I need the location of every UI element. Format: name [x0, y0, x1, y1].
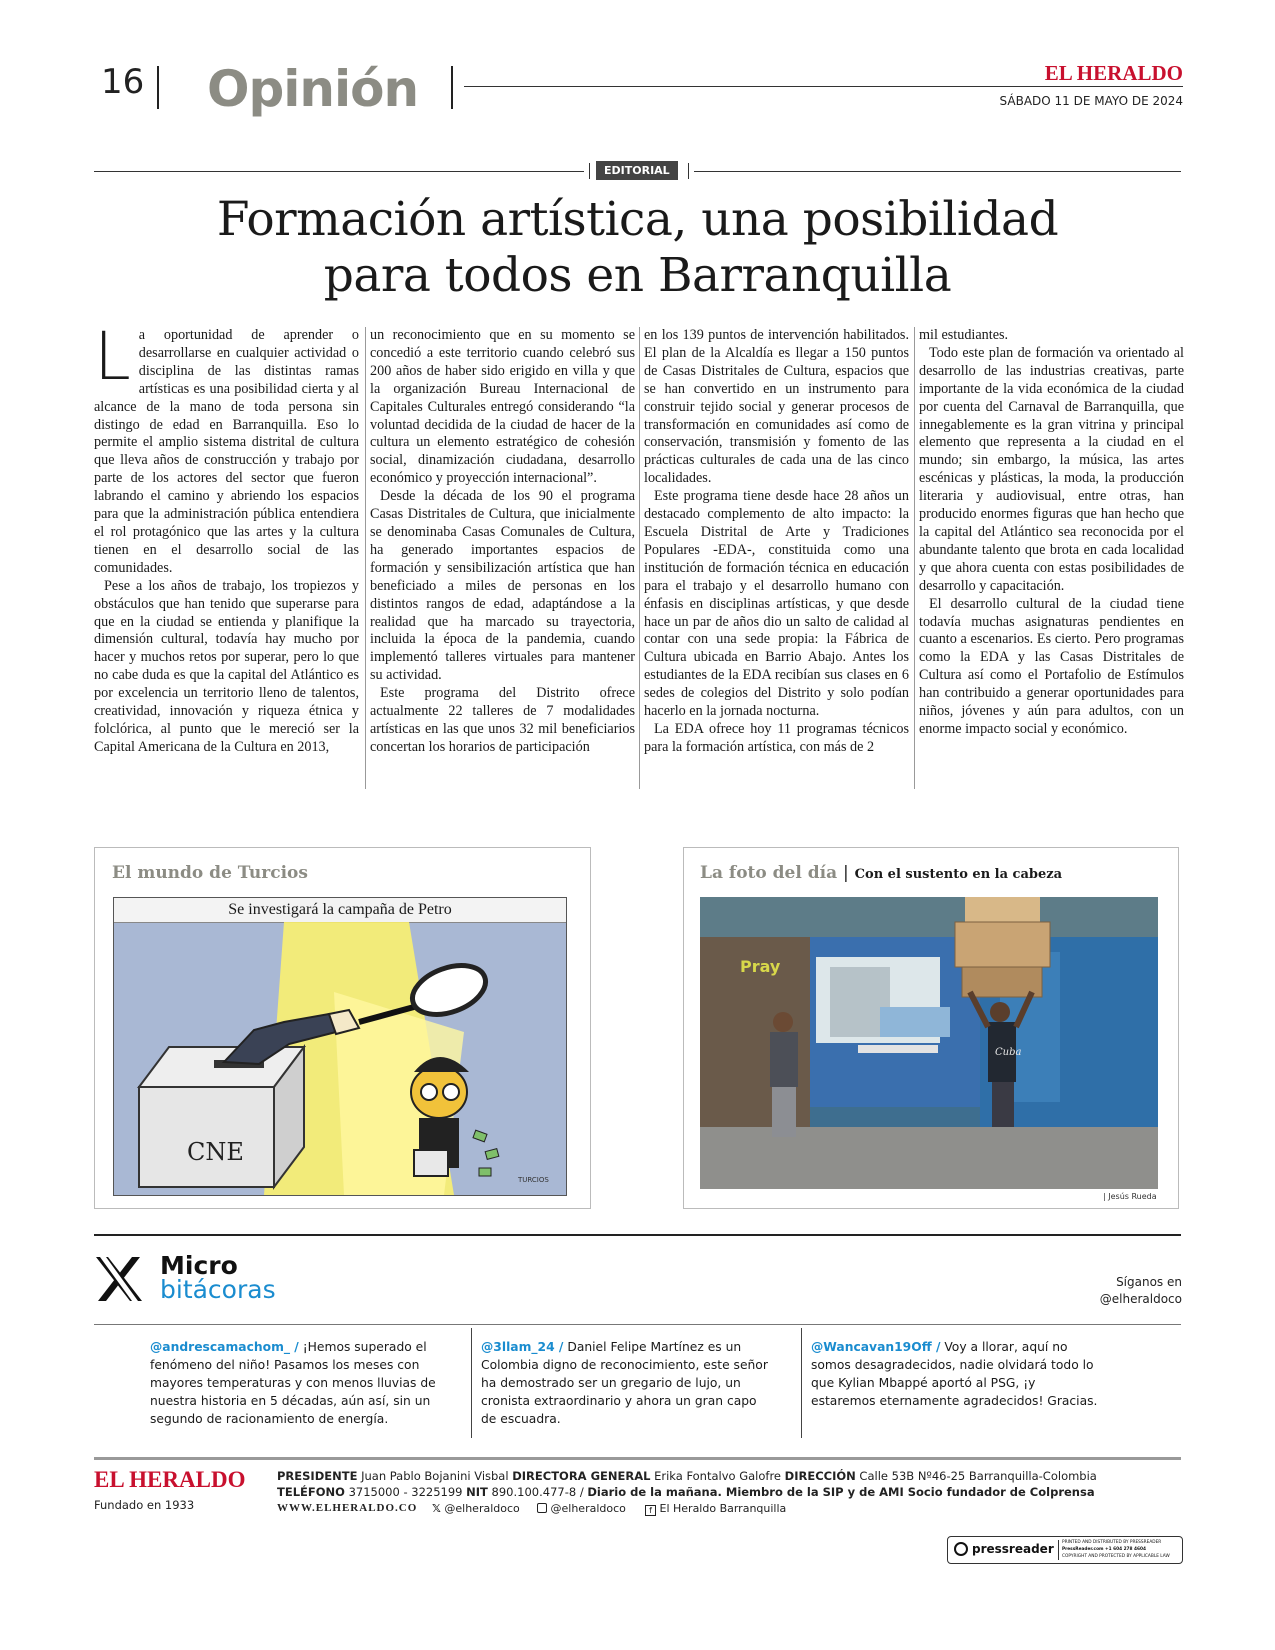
micro-rule: [94, 1234, 1181, 1236]
tweet-handle[interactable]: @andrescamachom_ /: [150, 1340, 299, 1354]
article-paragraph: La EDA ofrece hoy 11 programas técnicos para la formación artística, con más de 2: [644, 720, 909, 755]
tag-tick: [688, 163, 689, 179]
follow-us: [1100, 1274, 1182, 1308]
micro-word: Micro: [160, 1251, 238, 1280]
pressreader-badge[interactable]: [947, 1536, 1183, 1564]
footer-website-link[interactable]: WWW.ELHERALDO.CO: [277, 1502, 418, 1514]
cartoonist-signature: TURCIOS: [518, 1176, 549, 1184]
photo-box-title: [700, 863, 1062, 883]
tweets-rule: [94, 1324, 1181, 1325]
tweet-handle[interactable]: @3llam_24 /: [481, 1340, 564, 1354]
photo-of-the-day[interactable]: [700, 897, 1158, 1189]
facebook-icon: f: [645, 1505, 656, 1516]
x-small-icon: 𝕏: [432, 1502, 441, 1515]
footer-logo[interactable]: EL HERALDO: [94, 1467, 246, 1492]
editorial-tag: EDITORIAL: [596, 161, 678, 180]
pressreader-name: pressreader: [972, 1542, 1054, 1556]
cartoon-box-title: El mundo de Turcios: [112, 863, 308, 883]
tweet-handle[interactable]: @Wancavan19Off /: [811, 1340, 941, 1354]
article-column-3: [644, 327, 909, 757]
cartoon-caption: Se investigará la campaña de Petro: [114, 898, 566, 923]
tweet-item: [811, 1338, 1101, 1410]
article-paragraph: El desarrollo cultural de la ciudad tiene todavía muchas asignaturas pendientes en cuanto a escenarios. Es cierto. Pero programas como la EDA y las Casas Distritales de Cultura así como el Portafolio de Estímulos han contribuido a generar oportunidades para niños, jóvenes y aún para adultos, con un enorme impacto social y económico.: [919, 595, 1184, 737]
tweet-divider: [471, 1328, 472, 1438]
article-paragraph: en los 139 puntos de intervención habilitados. El plan de la Alcaldía es llegar a 150 puntos de Casas Distritales de Cultura, espacios que se han convertido en un instrumento para construir tejido social y generar procesos de transformación en comunidades así como de conservación, transmisión y fomento de las prácticas culturales de cada una de las cinco localidades.: [644, 327, 909, 487]
shop-sign: Pray: [740, 957, 781, 976]
article-column-2: [370, 327, 635, 757]
tweet-item: [481, 1338, 771, 1428]
masthead-logo[interactable]: EL HERALDO: [1044, 61, 1183, 85]
footer-facebook-link[interactable]: f El Heraldo Barranquilla: [645, 1502, 786, 1516]
article-paragraph: Todo este plan de formación va orientado al desarrollo de las industrias creativas, parte importante de la vida económica de la ciudad por cuenta del Carnaval de Barranquilla, que innegablemente es la gran vitrina y principal elemento que representa a la ciudad en el mundo; sin embargo, la música, las artes escénicas y plásticas, la moda, la producción literaria y audiovisual, entre otras, han producido enormes figuras que han hecho que la capital del Atlántico sea reconocida por el abundante talento que brota en cada localidad y que ahora cuenta con estas posibilidades de desarrollo y capacitación.: [919, 344, 1184, 594]
article-paragraph: Desde la década de los 90 el programa Casas Distritales de Cultura, que inicialmente se denominaba Casas Comunales de Cultura, ha generado importantes espacios de formación y sensibilización artística que han beneficiado a miles de personas en los distintos rangos de edad, adaptándose a la realidad que ha marcado su trayectoria, incluida la época de la pandemia, cuando implementó talleres virtuales para mantener su actividad.: [370, 488, 635, 684]
article-paragraph: La oportunidad de aprender o desarrollarse en cualquier actividad o disciplina de las distintas ramas artísticas es una posibilidad cierta y al alcance de la mano de toda persona sin distingo de edad en Barranquilla. Eso lo permite el amplio sistema distrital de cultura que lleva años de construcción y trabajo por parte de los actores del sector que fueron labrando el camino y abriendo los espacios para que la administración pública entendiera el rol protagónico que las artes y la cultura tienen en el desarrollo social de las comunidades.: [94, 318, 359, 576]
article-paragraph: Este programa tiene desde hace 28 años un destacado complemento de alto impacto: la Escuela Distrital de Arte y Tradiciones Populares -EDA-, constituida como una institución de formación técnica en educación para el trabajo y el desarrollo humano con énfasis en disciplinas artísticas, y que desde hace un par de años dio un salto de calidad al contar con una sede propia: la Fábrica de Cultura ubicada en Barrio Abajo. Antes los estudiantes de la EDA recibían sus clases en 6 sedes de colegios del Distrito y solo podían hacerlo en la jornada nocturna.: [644, 488, 909, 720]
photo-subtitle: Con el sustento en la cabeza: [854, 867, 1063, 882]
issue-date: SÁBADO 11 DE MAYO DE 2024: [999, 94, 1183, 108]
headline-line-1: Formación artística, una posibilidad: [216, 192, 1059, 247]
footer-contact-line: TELÉFONO 3715000 - 3225199 NIT 890.100.477-8 / Diario de la mañana. Miembro de la SIP y de AMI Socio fundador de Colprensa: [277, 1485, 1095, 1499]
column-rule: [365, 327, 366, 789]
header-divider: [157, 66, 159, 109]
follow-us-handle[interactable]: @elheraldoco: [1099, 1292, 1182, 1306]
article-paragraph: Este programa del Distrito ofrece actualmente 22 talleres de 7 modalidades artísticas en las que unos 32 mil beneficiarios concertan los horarios de participación: [370, 685, 635, 755]
photo-credit: | Jesús Rueda: [1103, 1192, 1157, 1201]
editorial-rule-right: [694, 171, 1181, 172]
pressreader-icon: [954, 1542, 968, 1556]
editorial-headline: [150, 192, 1125, 304]
editorial-rule-left: [94, 171, 584, 172]
article-paragraph: Pese a los años de trabajo, los tropiezos y obstáculos que han tenido que superarse para que en la ciudad se entienda y planifique la dimensión cultural, todavía hay mucho por hacer y muchos retos por superar, pero lo que no cabe duda es que la capital del Atlántico es por excelencia un territorio lleno de talentos, creatividad, innovación y riqueza étnica y folclórica, al punto que le mereció ser la Capital Americana de la Cultura en 2013,: [94, 577, 359, 755]
header-divider: [451, 66, 453, 109]
tweet-item: [150, 1338, 440, 1428]
photo-box-title-text: La foto del día: [700, 863, 838, 883]
footer-instagram-link[interactable]: @elheraldoco: [537, 1502, 626, 1515]
shirt-text: Cuba: [995, 1047, 1022, 1058]
article-column-4: [919, 327, 1184, 739]
article-column-1: [94, 318, 359, 757]
tweet-text: Daniel Felipe Martínez es un Colombia digno de reconocimiento, este señor ha demostrado ser un gregario de lujo, un cronista extraordinario y ahora un gran capo de escuadra.: [481, 1340, 768, 1426]
footer-rule: [94, 1457, 1181, 1460]
footer-x-link[interactable]: 𝕏 @elheraldoco: [432, 1502, 520, 1515]
pressreader-notice: PRINTED AND DISTRIBUTED BY PRESSREADER PressReader.com +1 604 278 4604 COPYRIGHT AND PROTECTED BY APPLICABLE LAW: [1062, 1540, 1170, 1559]
footer-staff-line: PRESIDENTE Juan Pablo Bojanini Visbal DIRECTORA GENERAL Erika Fontalvo Galofre DIRECCIÓN Calle 53B Nº46-25 Barranquilla-Colombia: [277, 1469, 1097, 1483]
instagram-icon: [537, 1503, 547, 1513]
title-separator: |: [843, 863, 849, 883]
bitacoras-word: bitácoras: [160, 1275, 276, 1304]
footer-founded: Fundado en 1933: [94, 1498, 195, 1512]
article-paragraph: mil estudiantes.: [919, 327, 1009, 343]
section-title: Opinión: [207, 60, 419, 118]
follow-us-label: Síganos en: [1116, 1275, 1182, 1289]
tweet-text: ¡Hemos superado el fenómeno del niño! Pasamos los meses con mayores temperaturas y con menos lluvias de nuestra historia en 5 décadas, aún así, sin un segundo de racionamiento de energía.: [150, 1340, 436, 1426]
tweet-text: Voy a llorar, aquí no somos desagradecidos, nadie olvidará todo lo que Kylian Mbappé aportó al PSG, ¡y estaremos eternamente agradecidos! Gracias.: [811, 1340, 1098, 1408]
x-logo-icon: [94, 1255, 144, 1308]
column-rule: [914, 327, 915, 789]
ballot-box-label: CNE: [187, 1138, 244, 1166]
cartoon-image: [113, 897, 567, 1196]
drop-cap: L: [94, 318, 131, 395]
tag-tick: [589, 163, 590, 179]
page-number: 16: [101, 62, 145, 102]
photo-drawing: [700, 897, 1158, 1189]
tweet-divider: [801, 1328, 802, 1438]
badge-divider: [1058, 1540, 1059, 1560]
article-paragraph: un reconocimiento que en su momento se concedió a este territorio cuando celebró sus 200 años de haber sido erigido en villa y que la organización Bureau Internacional de Capitales Culturales entregó considerando “la voluntad decidida de la ciudad de hacer de la cultura un elemento estratégico de cohesión social, dinamización ciudadana, desarrollo económico y proyección internacional”.: [370, 327, 635, 487]
headline-line-2: para todos en Barranquilla: [323, 248, 952, 303]
cartoon-drawing: [114, 922, 566, 1195]
column-rule: [639, 327, 640, 789]
header-rule: [464, 86, 1183, 87]
